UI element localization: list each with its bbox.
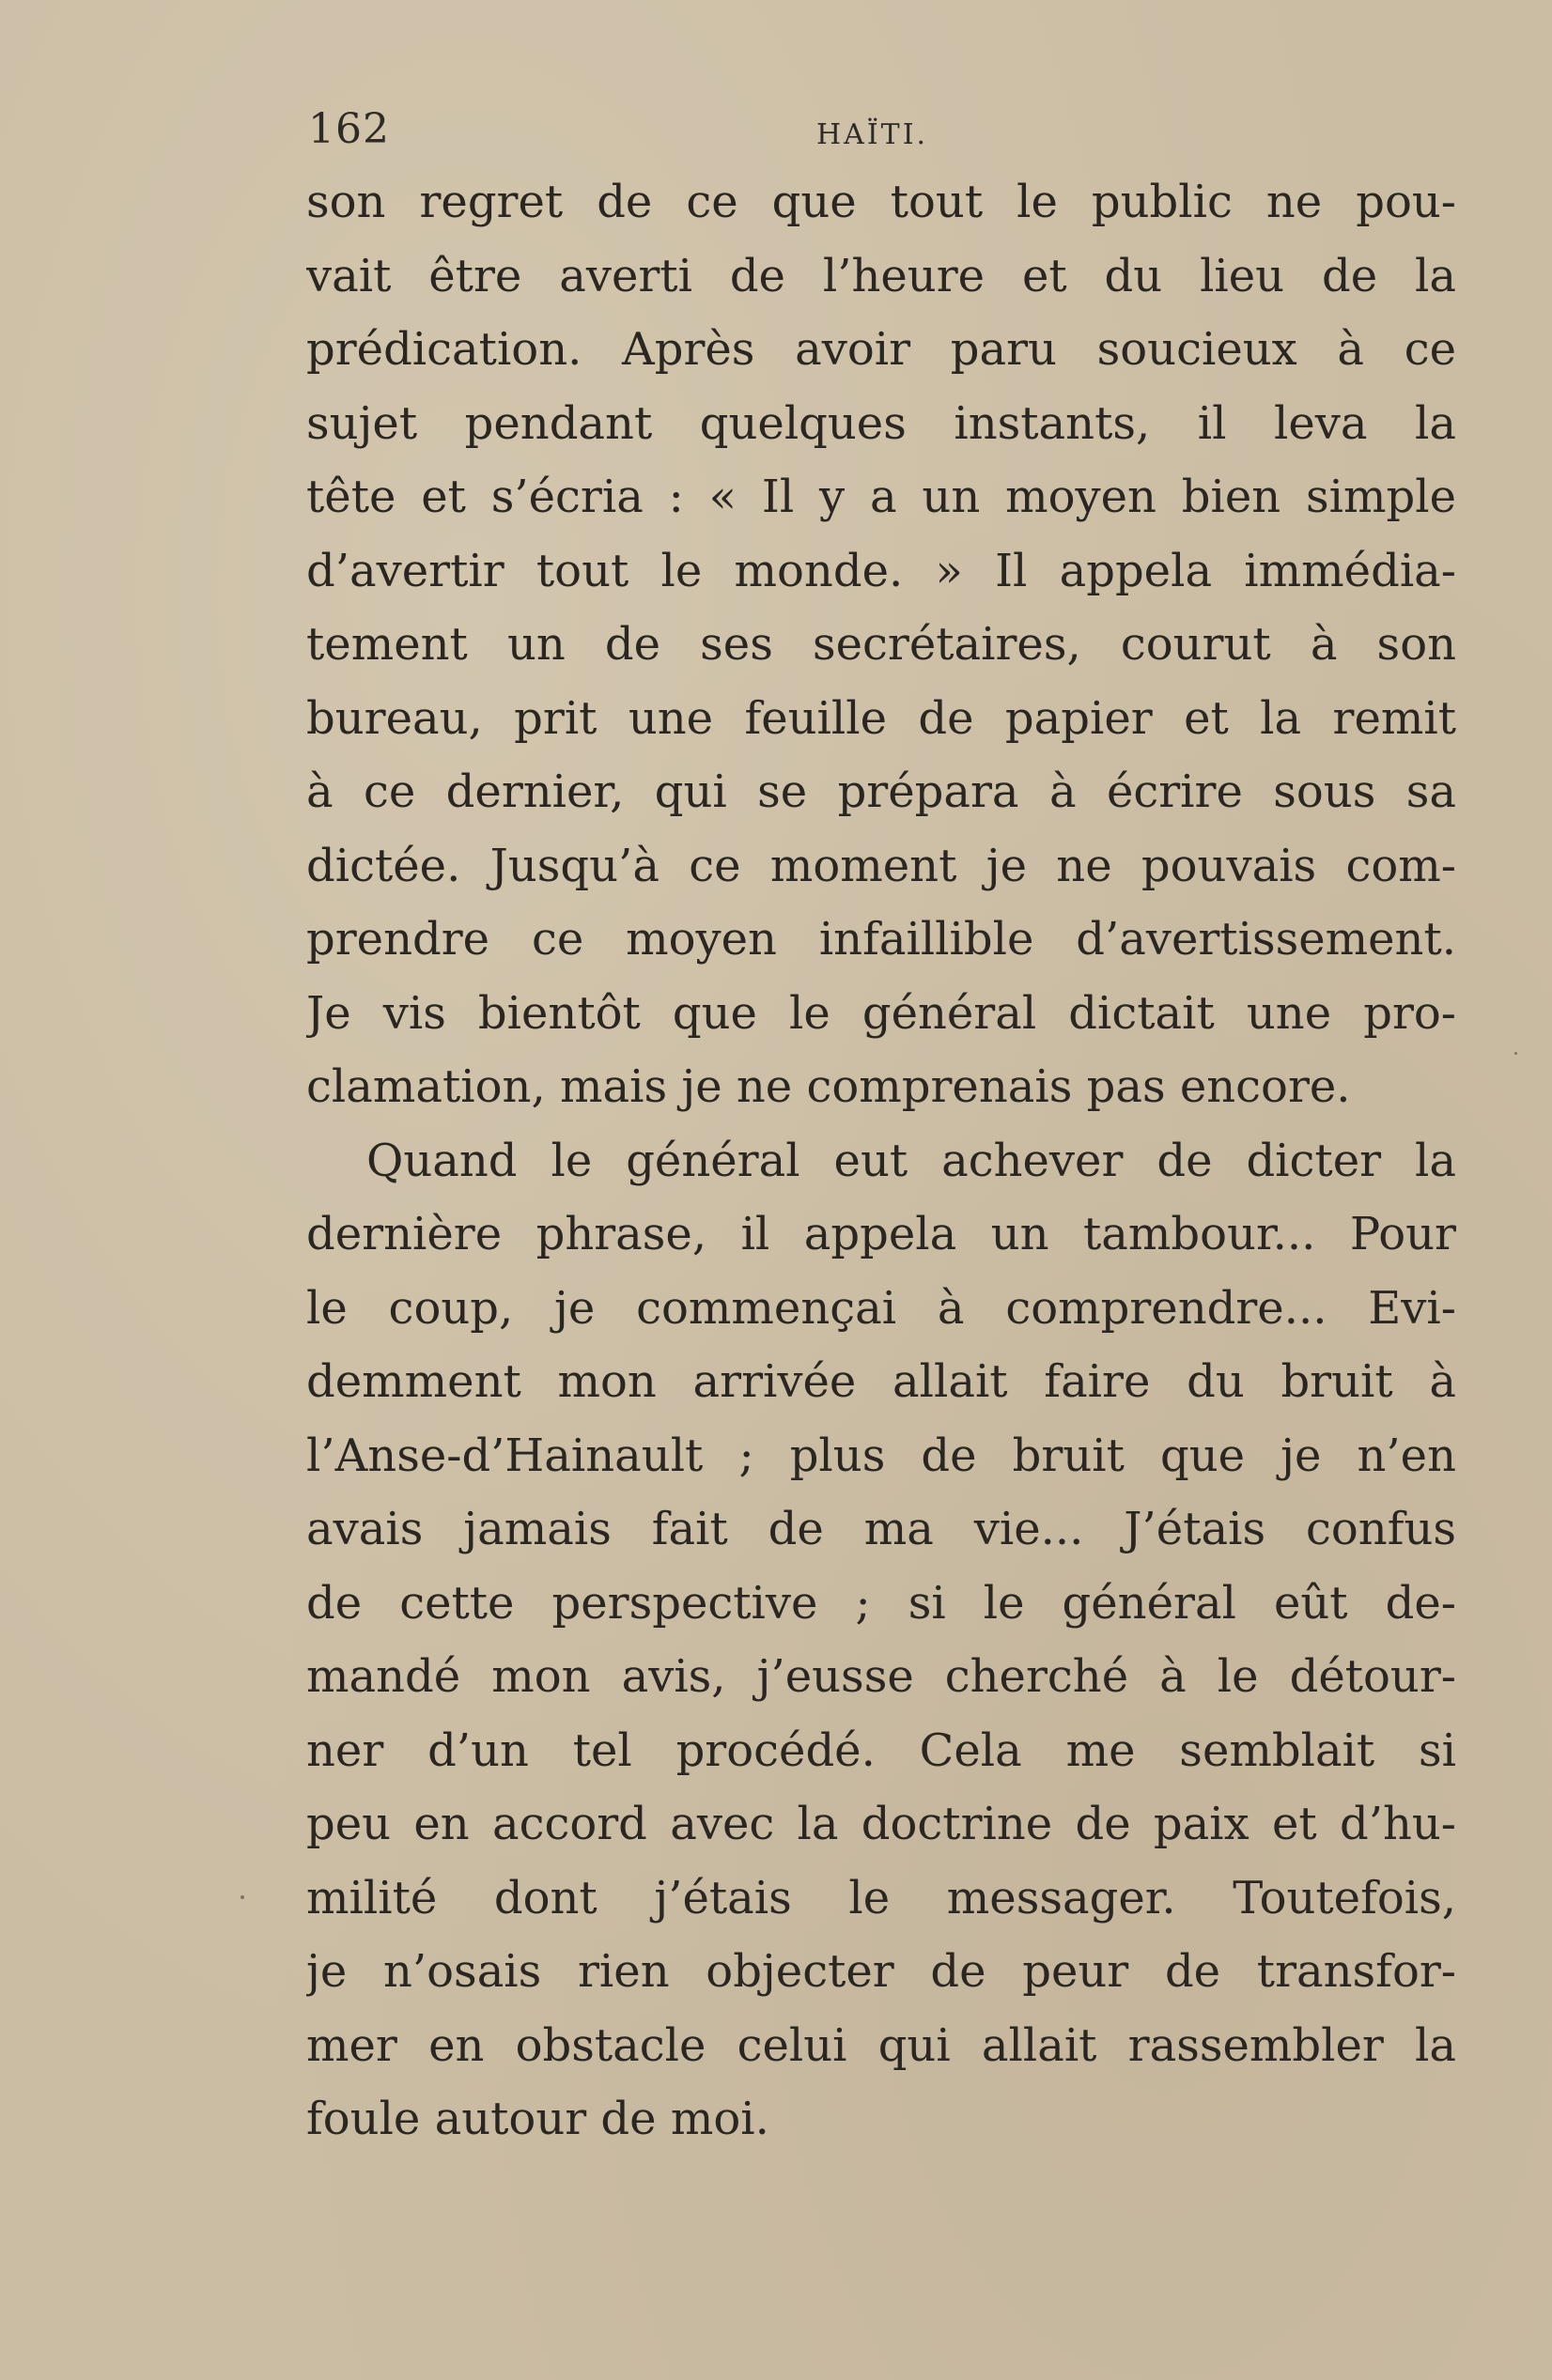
text-line: le coup, je commençai à comprendre... Evi- — [306, 1281, 1456, 1335]
text-line: mer en obstacle celui qui allait rassembler la — [306, 2018, 1456, 2072]
text-line: son regret de ce que tout le public ne pou- — [306, 176, 1456, 228]
paragraph-end-line: foule autour de moi. — [306, 2093, 769, 2145]
paragraph-end-line: clamation, mais je ne comprenais pas encore. — [306, 1060, 1351, 1113]
text-line: bureau, prit une feuille de papier et la remit — [306, 691, 1456, 745]
paragraph-start-line: Quand le général eut achever de dicter la — [366, 1134, 1456, 1187]
text-line: sujet pendant quelques instants, il leva la — [306, 396, 1456, 450]
text-line: demment mon arrivée allait faire du bruit à — [306, 1355, 1456, 1408]
text-line: à ce dernier, qui se prépara à écrire sous sa — [306, 765, 1456, 818]
text-line: avais jamais fait de ma vie... J’étais confus — [306, 1503, 1456, 1555]
running-title: HAÏTI. — [816, 118, 929, 151]
text-line: je n’osais rien objecter de peur de transfor- — [306, 1945, 1456, 1998]
text-line: d’avertir tout le monde. » Il appela immédia- — [306, 544, 1456, 597]
text-line: tête et s’écria : « Il y a un moyen bien simple — [306, 471, 1456, 523]
running-head — [308, 105, 1454, 162]
text-line: dernière phrase, il appela un tambour... Pour — [306, 1208, 1456, 1260]
text-line: mandé mon avis, j’eusse cherché à le détour- — [306, 1650, 1456, 1703]
text-line: vait être averti de l’heure et du lieu de la — [306, 249, 1456, 302]
text-line: Je vis bientôt que le général dictait une pro- — [306, 986, 1456, 1040]
text-line: prédication. Après avoir paru soucieux à ce — [306, 323, 1456, 376]
text-line: de cette perspective ; si le général eût de- — [306, 1576, 1456, 1630]
text-line: peu en accord avec la doctrine de paix et d’hu- — [306, 1798, 1456, 1850]
text-line: milité dont j’étais le messager. Toutefois, — [306, 1871, 1456, 1924]
page-number: 162 — [308, 105, 390, 153]
text-line: dictée. Jusqu’à ce moment je ne pouvais com- — [306, 839, 1456, 892]
body-text — [306, 165, 1456, 2156]
text-line: tement un de ses secrétaires, courut à son — [306, 618, 1456, 671]
text-line: l’Anse-d’Hainault ; plus de bruit que je n’en — [306, 1429, 1456, 1482]
paper-speck — [1514, 1052, 1517, 1055]
text-line: ner d’un tel procédé. Cela me semblait si — [306, 1723, 1456, 1777]
text-line: prendre ce moyen infaillible d’avertissement. — [306, 913, 1456, 966]
paper-speck — [241, 1895, 244, 1899]
